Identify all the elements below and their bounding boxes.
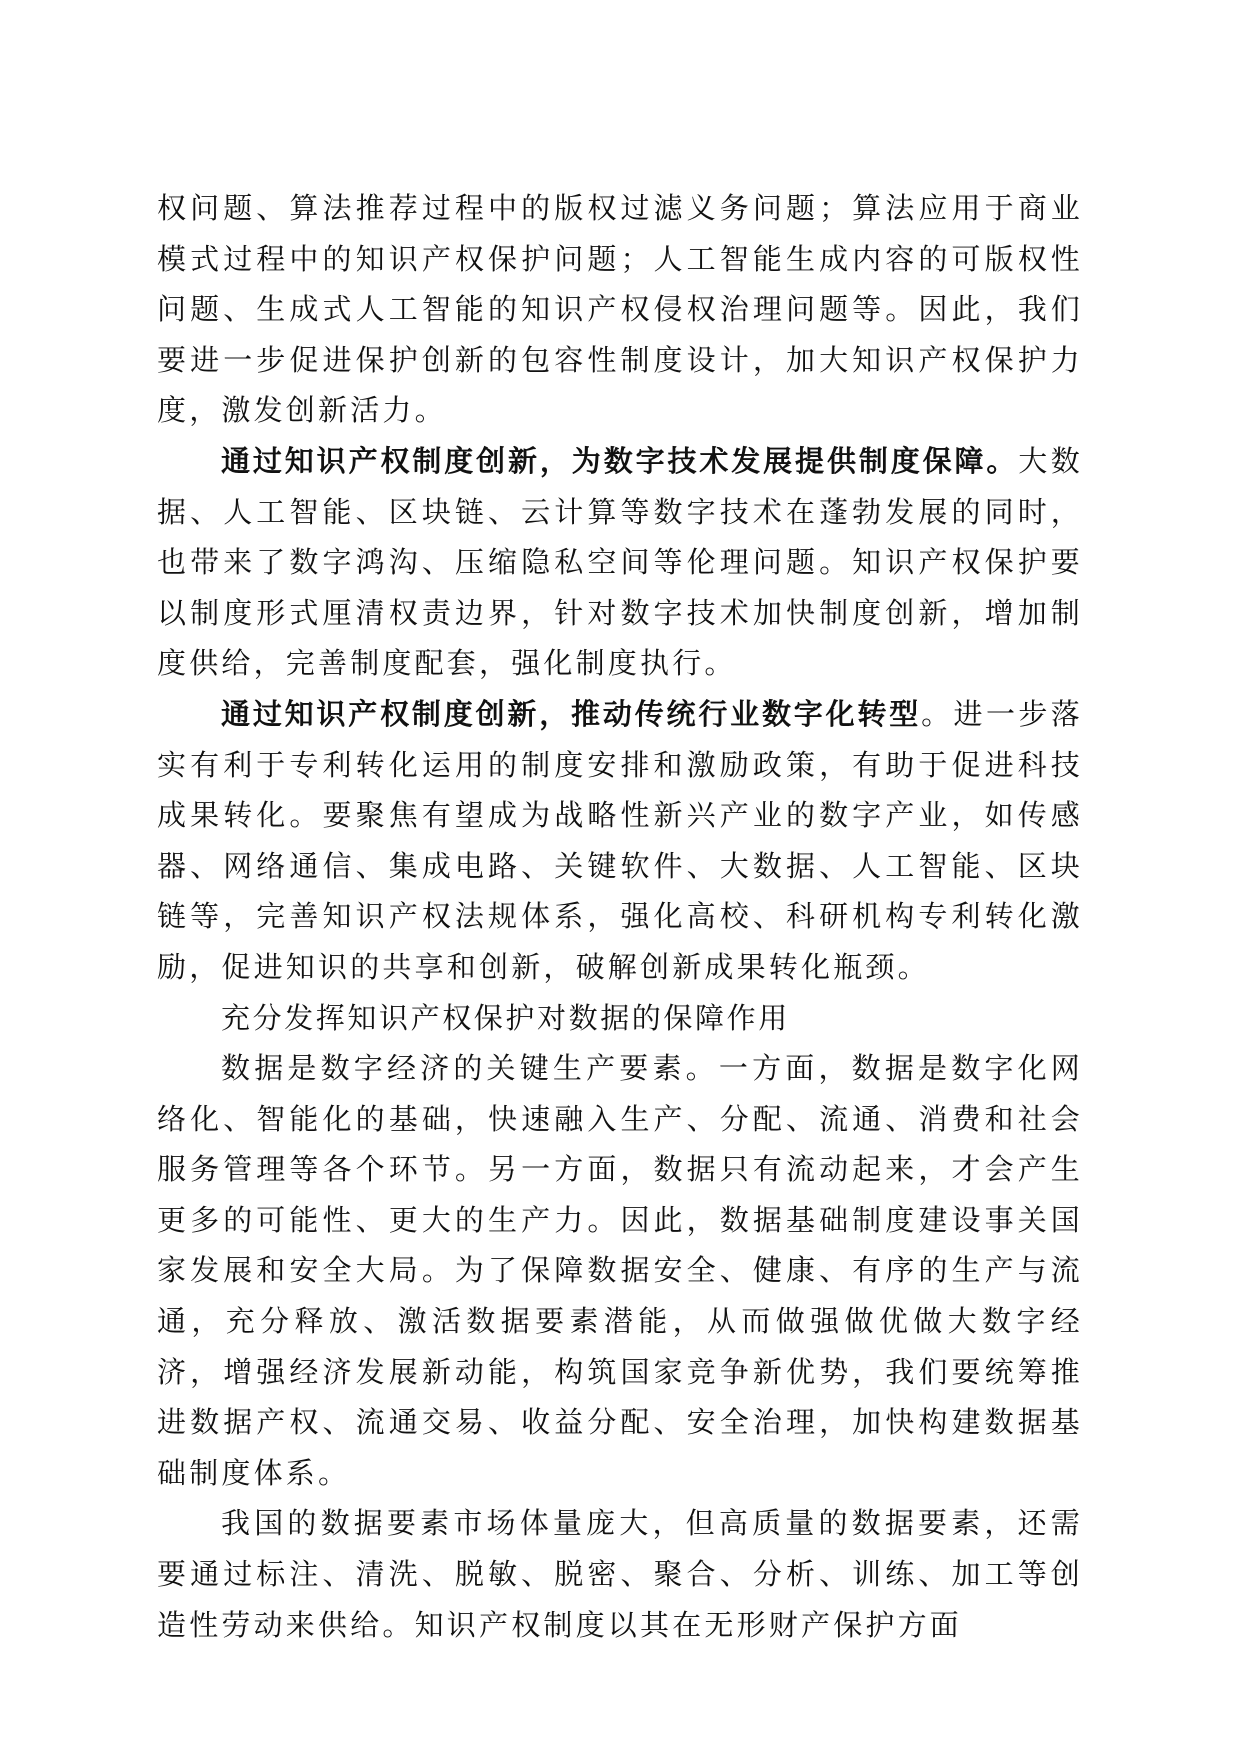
paragraph-digital-transformation: [157, 689, 1083, 993]
section-heading: 充分发挥知识产权保护对数据的保障作用: [221, 1000, 790, 1035]
paragraph-lead-bold: 通过知识产权制度创新，推动传统行业数字化转型: [221, 696, 922, 731]
paragraph-data-factor: 数据是数字经济的关键生产要素。一方面，数据是数字化网络化、智能化的基础，快速融入生产、分配、流通、消费和社会服务管理等各个环节。另一方面，数据只有流动起来，才会产生更多的可能性、更大的生产力。因此，数据基础制度建设事关国家发展和安全大局。为了保障数据安全、健康、有序的生产与流通，充分释放、激活数据要素潜能，从而做强做优做大数字经济，增强经济发展新动能，构筑国家竞争新优势，我们要统筹推进数据产权、流通交易、收益分配、安全治理，加快构建数据基础制度体系。: [157, 1051, 1083, 1490]
paragraph-digital-tech-guarantee: [157, 436, 1083, 689]
paragraph-lead-bold: 通过知识产权制度创新，为数字技术发展提供制度保障。: [221, 443, 1019, 478]
document-page: [157, 183, 1083, 1650]
paragraph-data-market: 我国的数据要素市场体量庞大，但高质量的数据要素，还需要通过标注、清洗、脱敏、脱密、聚合、分析、训练、加工等创造性劳动来供给。知识产权制度以其在无形财产保护方面: [157, 1506, 1083, 1642]
paragraph-body: 大数据、人工智能、区块链、云计算等数字技术在蓬勃发展的同时，也带来了数字鸿沟、压缩隐私空间等伦理问题。知识产权保护要以制度形式厘清权责边界，针对数字技术加快制度创新，增加制度供给，完善制度配套，强化制度执行。: [157, 443, 1083, 681]
paragraph-body: 。进一步落实有利于专利转化运用的制度安排和激励政策，有助于促进科技成果转化。要聚焦有望成为战略性新兴产业的数字产业，如传感器、网络通信、集成电路、关键软件、大数据、人工智能、区块链等，完善知识产权法规体系，强化高校、科研机构专利转化激励，促进知识的共享和创新，破解创新成果转化瓶颈。: [157, 696, 1083, 984]
paragraph-continuation: 权问题、算法推荐过程中的版权过滤义务问题；算法应用于商业模式过程中的知识产权保护问题；人工智能生成内容的可版权性问题、生成式人工智能的知识产权侵权治理问题等。因此，我们要进一步促进保护创新的包容性制度设计，加大知识产权保护力度，激发创新活力。: [157, 191, 1083, 428]
